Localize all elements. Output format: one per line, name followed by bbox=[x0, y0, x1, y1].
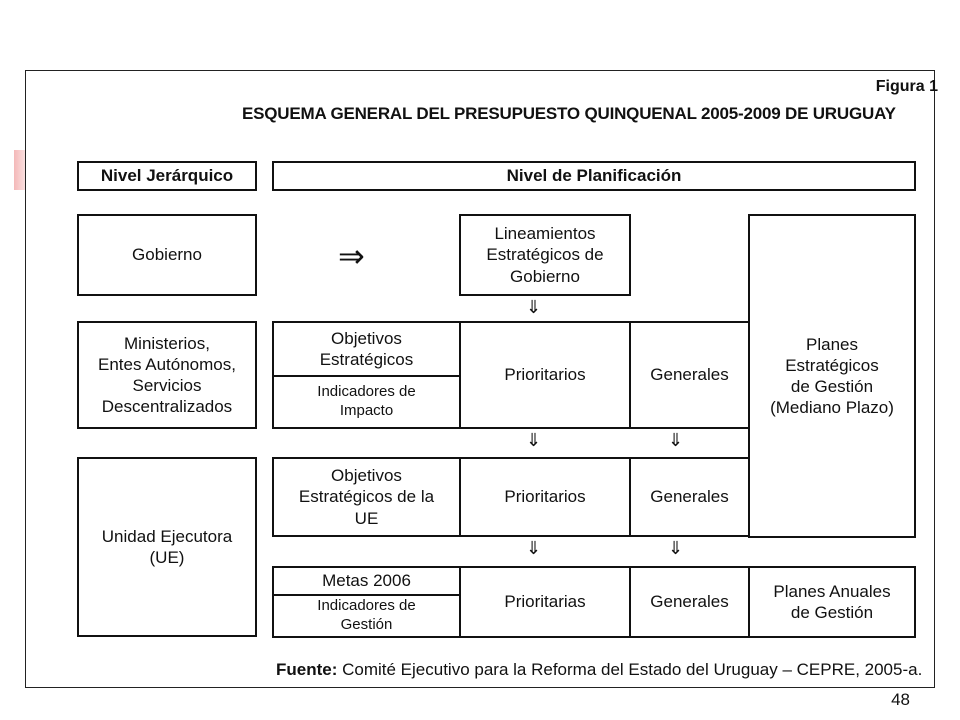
lineamientos-label: Lineamientos Estratégicos de Gobierno bbox=[486, 224, 604, 286]
generales-3-label: Generales bbox=[650, 592, 729, 612]
source-label: Fuente: bbox=[276, 660, 338, 679]
box-objetivos-ue bbox=[272, 457, 461, 537]
prioritarias-3-label: Prioritarias bbox=[504, 592, 586, 612]
figure-label: Figura 1 bbox=[875, 78, 938, 95]
page-number: 48 bbox=[891, 690, 910, 709]
prioritarios-1-label: Prioritarios bbox=[504, 365, 586, 385]
header-nivel-jerarquico bbox=[77, 161, 257, 191]
source-text: Comité Ejecutivo para la Reforma del Estado del Uruguay – CEPRE, 2005-a. bbox=[337, 660, 923, 679]
box-ministerios bbox=[77, 321, 257, 429]
objetivos-estrategicos-label: Objetivos Estratégicos bbox=[319, 328, 414, 369]
down-arrow-icon: ⇓ bbox=[526, 430, 542, 450]
box-generales-2 bbox=[629, 457, 750, 537]
header-nivel-planificacion-label: Nivel de Planificación bbox=[506, 166, 682, 186]
generales-2-label: Generales bbox=[650, 487, 729, 507]
box-gobierno bbox=[77, 214, 257, 296]
prioritarios-2-label: Prioritarios bbox=[504, 487, 586, 507]
box-planes-estrategicos bbox=[748, 214, 916, 538]
ministerios-label: Ministerios, Entes Autónomos, Servicios Descentralizados bbox=[98, 333, 236, 417]
right-arrow-icon: ⇒ bbox=[338, 238, 365, 274]
indicadores-gestion-label: Indicadores de Gestión bbox=[317, 597, 416, 633]
down-arrow-icon: ⇓ bbox=[668, 430, 684, 450]
down-arrow-icon: ⇓ bbox=[668, 538, 684, 558]
down-arrow-icon: ⇓ bbox=[526, 297, 542, 317]
gobierno-label: Gobierno bbox=[132, 245, 202, 265]
objetivos-ue-label: Objetivos Estratégicos de la UE bbox=[298, 466, 435, 528]
down-arrow-icon: ⇓ bbox=[526, 538, 542, 558]
box-unidad-ejecutora bbox=[77, 457, 257, 637]
box-prioritarios-1 bbox=[459, 321, 631, 429]
generales-1-label: Generales bbox=[650, 365, 729, 385]
figure-title: ESQUEMA GENERAL DEL PRESUPUESTO QUINQUENAL 2005-2009 DE URUGUAY bbox=[242, 104, 896, 123]
planes-anuales-label: Planes Anuales de Gestión bbox=[773, 581, 891, 622]
planes-estrategicos-label: Planes Estratégicos de Gestión (Mediano Plazo) bbox=[770, 334, 894, 418]
figure-source bbox=[276, 660, 922, 680]
indicadores-impacto-label: Indicadores de Impacto bbox=[317, 383, 416, 419]
box-lineamientos bbox=[459, 214, 631, 296]
unidad-ejecutora-label: Unidad Ejecutora (UE) bbox=[101, 526, 233, 567]
box-planes-anuales bbox=[748, 566, 916, 638]
box-prioritarios-2 bbox=[459, 457, 631, 537]
box-metas-2006 bbox=[272, 566, 461, 596]
box-objetivos-estrategicos bbox=[272, 321, 461, 377]
box-indicadores-gestion bbox=[272, 594, 461, 638]
box-prioritarias-3 bbox=[459, 566, 631, 638]
box-generales-3 bbox=[629, 566, 750, 638]
header-nivel-jerarquico-label: Nivel Jerárquico bbox=[100, 166, 234, 186]
header-nivel-planificacion bbox=[272, 161, 916, 191]
box-generales-1 bbox=[629, 321, 750, 429]
box-indicadores-impacto bbox=[272, 375, 461, 429]
metas-2006-label: Metas 2006 bbox=[322, 571, 411, 591]
